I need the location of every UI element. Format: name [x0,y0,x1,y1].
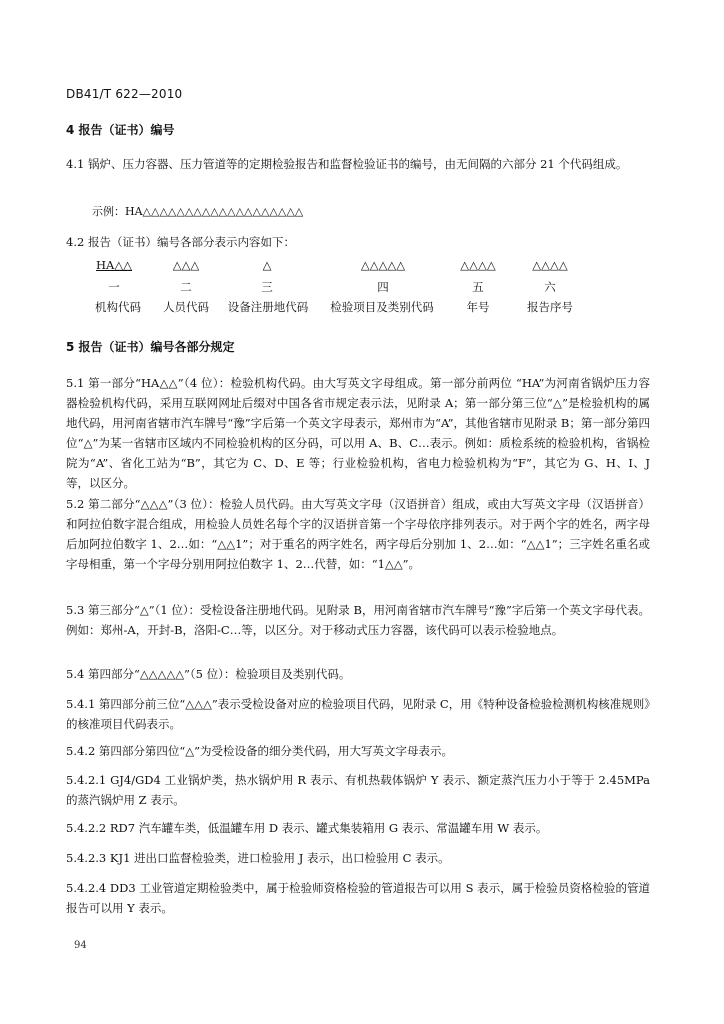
clause-5-2: 5.2 第二部分“△△△”（3 位）：检验人员代码。由大写英文字母（汉语拼音）组成，或由大写英文字母（汉语拼音）和阿拉伯数字混合组成，用检验人员姓名每个字的汉语拼音第一个字母依序排列表示。对于两个字的姓名，两字母后加阿拉伯数字 1、2…如：“△△1”；对于重名的两字姓名，两字母后分别加 1、2…如：“△△1”；三字姓名重名或字母相重，第一个字母分别用阿拉伯数字 1、2…代替，如：“1△△”。 [66,497,650,571]
clause-5-4-2-4: 5.4.2.4 DD3 工业管道定期检验类中，属于检验师资格检验的管道报告可以用 S 表示，属于检验员资格检验的管道报告可以用 Y 表示。 [66,881,650,915]
section-5-heading: 5 报告（证书）编号各部分规定 [66,340,235,354]
page-number: 94 [74,940,87,951]
part-1-number: 一 [108,280,120,294]
clause-4-2: 4.2 报告（证书）编号各部分表示内容如下： [66,235,295,249]
clause-5-3: 5.3 第三部分“△”（1 位）：受检设备注册地代码。见附录 B，用河南省辖市汽车牌号“豫”字后第一个英文字母代表。例如：郑州-A，开封-B，洛阳-C…等，以区分。对于移动式压力容器，该代码可以表示检验地点。 [66,603,650,637]
part-3-label: 设备注册地代码 [227,300,309,314]
part-1-label: 机构代码 [95,300,141,314]
part-3-number: 三 [261,280,273,294]
clause-5-4-2-1: 5.4.2.1 GJ4/GD4 工业锅炉类，热水锅炉用 R 表示、有机热载体锅炉 Y 表示、额定蒸汽压力小于等于 2.45MPa 的蒸汽锅炉用 Z 表示。 [66,773,650,807]
clause-5-4-2: 5.4.2 第四部分第四位“△”为受检设备的细分类代码，用大写英文字母表示。 [66,744,454,758]
part-4-number: 四 [377,280,389,294]
part-6-number: 六 [544,280,556,294]
clause-5-4: 5.4 第四部分“△△△△△”（5 位）：检验项目及类别代码。 [66,667,351,681]
part-6-label: 报告序号 [527,300,573,314]
part-6-code: △△△△ [532,258,568,272]
part-5-code: △△△△ [460,258,496,272]
part-5-label: 年号 [466,300,490,314]
clause-5-4-2-3: 5.4.2.3 KJ1 进出口监督检验类，进口检验用 J 表示，出口检验用 C 表示。 [66,851,450,865]
part-2-number: 二 [180,280,192,294]
part-4-label: 检验项目及类别代码 [330,300,434,314]
part-2-label: 人员代码 [163,300,209,314]
clause-4-1: 4.1 锅炉、压力容器、压力管道等的定期检验报告和监督检验证书的编号，由无间隔的六部分 21 个代码组成。 [66,157,628,171]
example-line: 示例：HA△△△△△△△△△△△△△△△△△△△ [92,205,304,218]
part-2-code: △△△ [172,258,200,272]
part-3-code: △ [262,258,272,272]
clause-5-1: 5.1 第一部分“HA△△”（4 位）：检验机构代码。由大写英文字母组成。第一部分前两位 “HA”为河南省锅炉压力容器检验机构代码，采用互联网网址后缀对中国各省市规定表示法，见附录 A；第一部分第三位“△”是检验机构的属地代码，用河南省辖市汽车牌号“豫”字后第一个英文字母表示，郑州市为“A”，其他省辖市见附录 B；第一部分第四位“△”为某一省辖市区域内不同检验机构的区分码，可以用 A、B、C…表示。例如：质检系统的检验机构，省锅检院为“A”、省化工站为“B”，其它为 C、D、E 等；行业检验机构，省电力检验机构为“F”，其它为 G、H、I、J 等，以区分。 [66,376,650,490]
section-4-heading: 4 报告（证书）编号 [66,123,175,137]
part-4-code: △△△△△ [360,258,406,272]
part-5-number: 五 [472,280,484,294]
part-1-code: HA△△ [95,258,133,272]
document-id: DB41/T 622—2010 [66,87,183,101]
clause-5-4-2-2: 5.4.2.2 RD7 汽车罐车类，低温罐车用 D 表示、罐式集装箱用 G 表示、常温罐车用 W 表示。 [66,821,548,835]
clause-5-4-1: 5.4.1 第四部分前三位“△△△”表示受检设备对应的检验项目代码，见附录 C，用《特种设备检验检测机构核准规则》的核准项目代码表示。 [66,697,650,731]
